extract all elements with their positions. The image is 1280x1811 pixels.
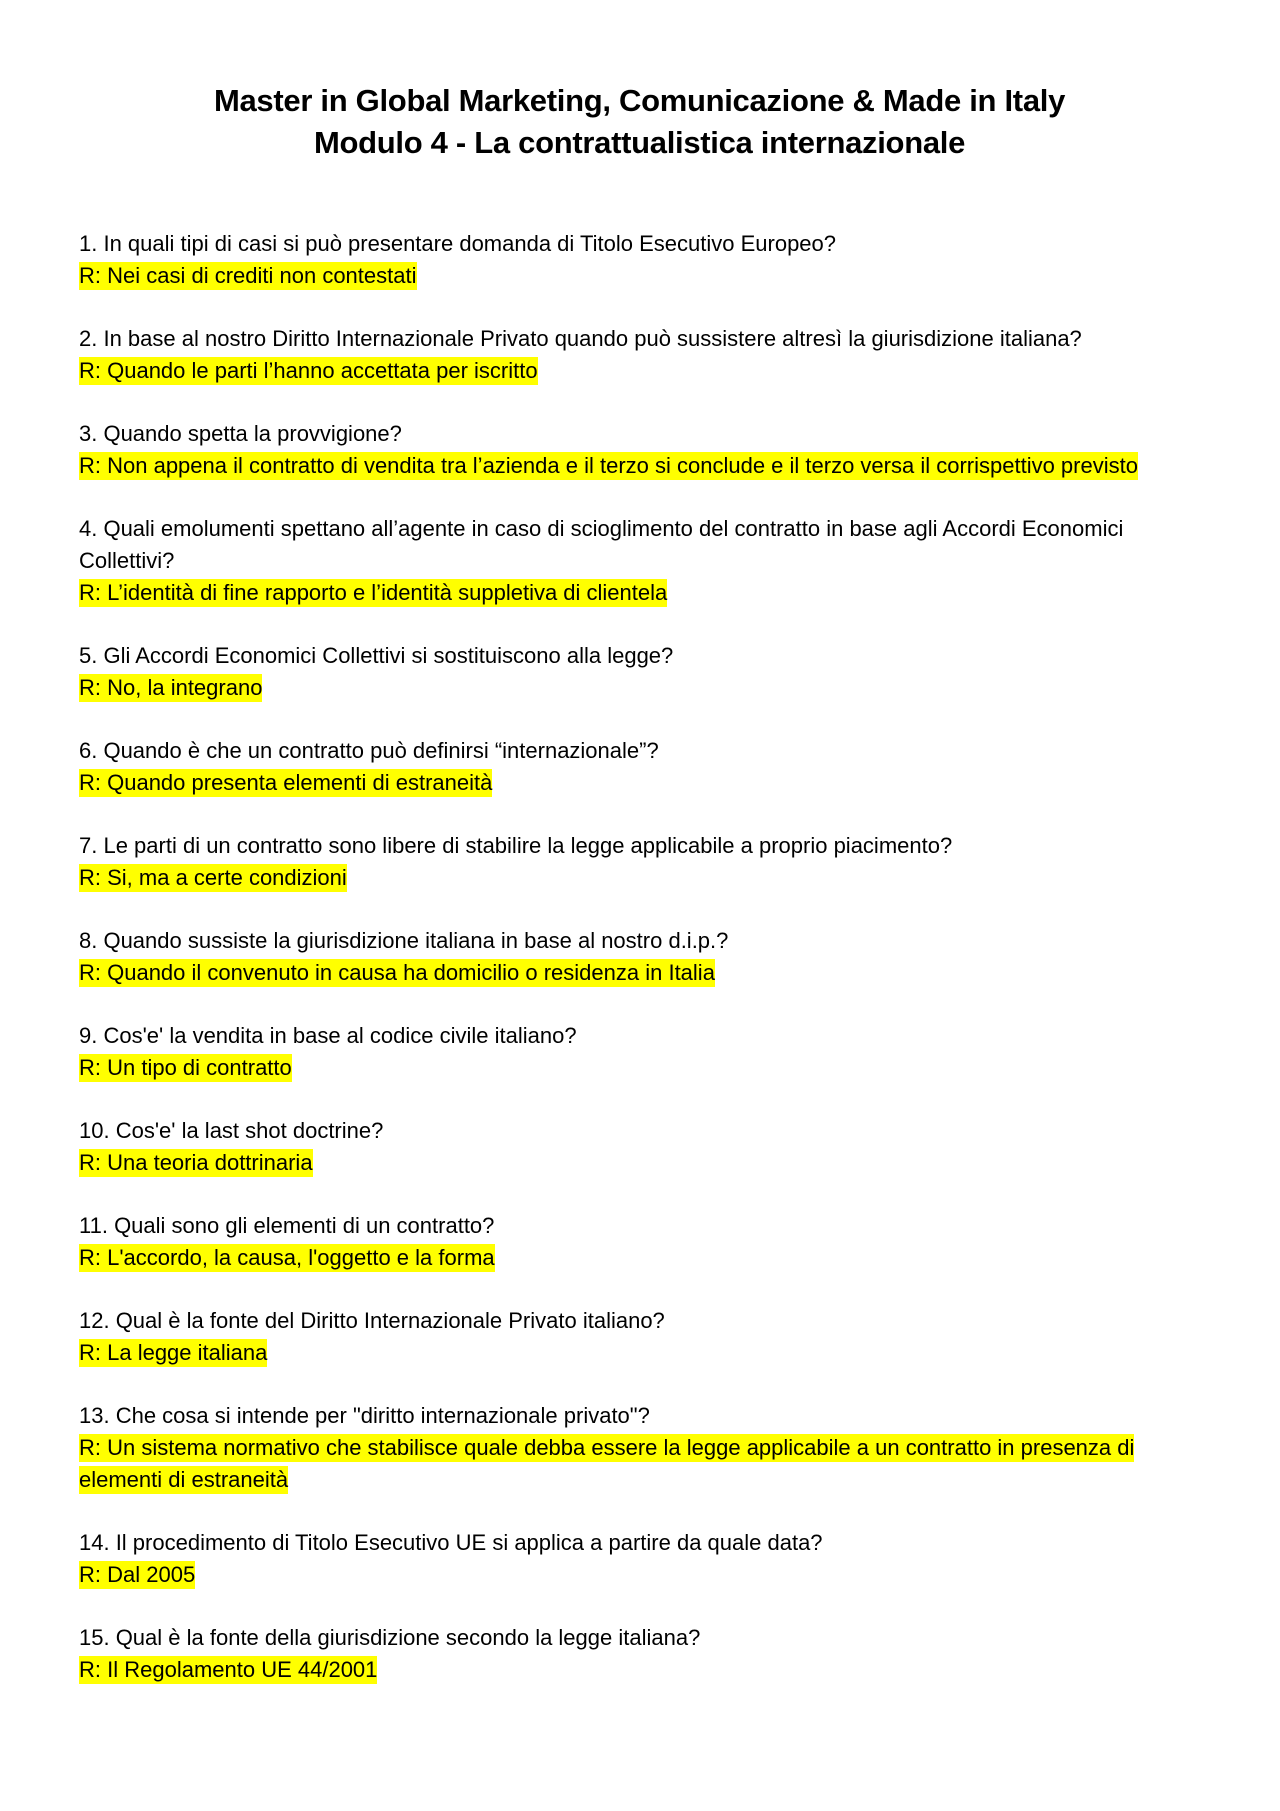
document-subtitle: Modulo 4 - La contrattualistica internazionale: [313, 125, 966, 160]
answer-2: R: Quando le parti l’hanno accettata per iscritto: [79, 358, 538, 383]
qa-item-14: [79, 1527, 1200, 1591]
qa-item-2: [79, 323, 1200, 387]
answer-9: R: Un tipo di contratto: [79, 1055, 292, 1080]
answer-3: R: Non appena il contratto di vendita tra l’azienda e il terzo si conclude e il terzo versa il corrispettivo previsto: [79, 453, 1138, 478]
qa-item-6: [79, 735, 1200, 799]
document-title: Master in Global Marketing, Comunicazione & Made in Italy: [213, 83, 1066, 118]
answer-1: R: Nei casi di crediti non contestati: [79, 263, 417, 288]
qa-item-4: [79, 513, 1200, 609]
question-12: 12. Qual è la fonte del Diritto Internazionale Privato italiano?: [79, 1308, 665, 1333]
qa-item-8: [79, 925, 1200, 989]
answer-1-wrapper: [79, 260, 1200, 292]
qa-item-9: [79, 1020, 1200, 1084]
qa-item-11: [79, 1210, 1200, 1274]
answer-15: R: Il Regolamento UE 44/2001: [79, 1657, 378, 1682]
answer-14: R: Dal 2005: [79, 1562, 196, 1587]
question-6: 6. Quando è che un contratto può definirsi “internazionale”?: [79, 738, 659, 763]
answer-2-wrapper: [79, 355, 1200, 387]
answer-7-wrapper: [79, 862, 1200, 894]
question-11: 11. Quali sono gli elementi di un contratto?: [79, 1213, 495, 1238]
question-1: 1. In quali tipi di casi si può presentare domanda di Titolo Esecutivo Europeo?: [79, 231, 837, 256]
answer-12: R: La legge italiana: [79, 1340, 268, 1365]
answer-9-wrapper: [79, 1052, 1200, 1084]
answer-11: R: L'accordo, la causa, l'oggetto e la forma: [79, 1245, 495, 1270]
question-15: 15. Qual è la fonte della giurisdizione secondo la legge italiana?: [79, 1625, 701, 1650]
qa-list: [79, 228, 1200, 1686]
question-10: 10. Cos'e' la last shot doctrine?: [79, 1118, 384, 1143]
answer-4-wrapper: [79, 577, 1200, 609]
answer-12-wrapper: [79, 1337, 1200, 1369]
qa-item-10: [79, 1115, 1200, 1179]
answer-11-wrapper: [79, 1242, 1200, 1274]
qa-item-15: [79, 1622, 1200, 1686]
answer-8: R: Quando il convenuto in causa ha domicilio o residenza in Italia: [79, 960, 715, 985]
question-8: 8. Quando sussiste la giurisdizione italiana in base al nostro d.i.p.?: [79, 928, 729, 953]
answer-6: R: Quando presenta elementi di estraneità: [79, 770, 493, 795]
answer-5-wrapper: [79, 672, 1200, 704]
question-13: 13. Che cosa si intende per "diritto internazionale privato"?: [79, 1403, 650, 1428]
qa-item-1: [79, 228, 1200, 292]
question-5: 5. Gli Accordi Economici Collettivi si sostituiscono alla legge?: [79, 643, 674, 668]
answer-5: R: No, la integrano: [79, 675, 263, 700]
answer-13: R: Un sistema normativo che stabilisce quale debba essere la legge applicabile a un contratto in presenza di elementi di estraneità: [79, 1435, 1135, 1492]
answer-8-wrapper: [79, 957, 1200, 989]
answer-10-wrapper: [79, 1147, 1200, 1179]
question-4: 4. Quali emolumenti spettano all’agente in caso di scioglimento del contratto in base agli Accordi Economici Collettivi?: [79, 516, 1124, 573]
qa-item-5: [79, 640, 1200, 704]
qa-item-3: [79, 418, 1200, 482]
answer-14-wrapper: [79, 1559, 1200, 1591]
question-14: 14. Il procedimento di Titolo Esecutivo UE si applica a partire da quale data?: [79, 1530, 823, 1555]
answer-13-wrapper: [79, 1432, 1200, 1496]
qa-item-7: [79, 830, 1200, 894]
question-7: 7. Le parti di un contratto sono libere di stabilire la legge applicabile a proprio piacimento?: [79, 833, 953, 858]
answer-10: R: Una teoria dottrinaria: [79, 1150, 313, 1175]
question-3: 3. Quando spetta la provvigione?: [79, 421, 402, 446]
question-2: 2. In base al nostro Diritto Internazionale Privato quando può sussistere altresì la giurisdizione italiana?: [79, 326, 1082, 351]
answer-15-wrapper: [79, 1654, 1200, 1686]
qa-item-12: [79, 1305, 1200, 1369]
document-header: [79, 80, 1200, 164]
answer-7: R: Si, ma a certe condizioni: [79, 865, 347, 890]
qa-item-13: [79, 1400, 1200, 1496]
answer-3-wrapper: [79, 450, 1200, 482]
question-9: 9. Cos'e' la vendita in base al codice civile italiano?: [79, 1023, 577, 1048]
answer-6-wrapper: [79, 767, 1200, 799]
answer-4: R: L’identità di fine rapporto e l’identità suppletiva di clientela: [79, 580, 668, 605]
